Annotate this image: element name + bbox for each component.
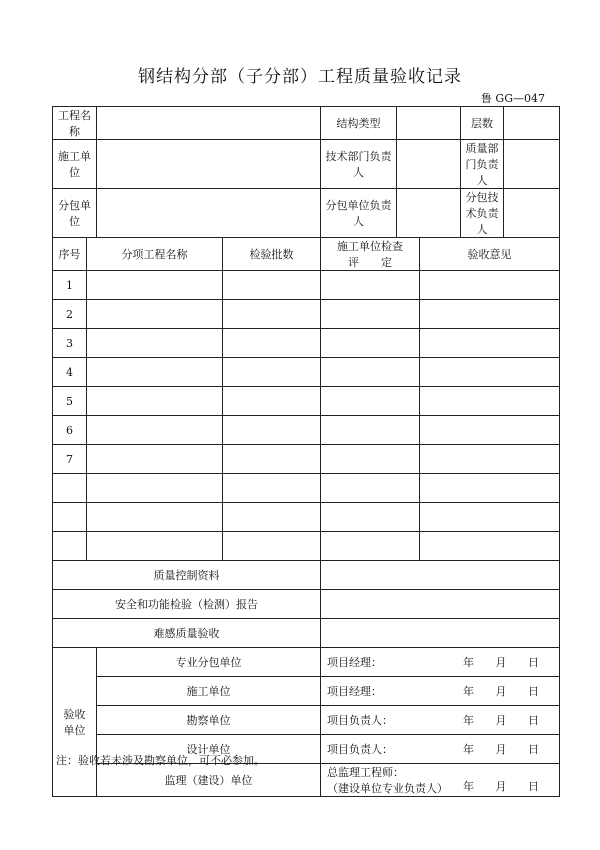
structure-type-field[interactable]	[397, 107, 461, 140]
table-row	[53, 271, 560, 300]
table-row	[53, 474, 560, 503]
inspection-cell[interactable]	[321, 416, 420, 445]
table-row	[53, 300, 560, 329]
supervision-sign-cell[interactable]	[321, 764, 560, 797]
seq-cell: 3	[53, 329, 87, 358]
batch-count-cell[interactable]	[223, 503, 321, 532]
acceptance-opinion-header: 验收意见	[420, 238, 560, 271]
seq-cell: 2	[53, 300, 87, 329]
inspection-cell[interactable]	[321, 474, 420, 503]
batch-count-header: 检验批数	[223, 238, 321, 271]
subcontract-tech-head-field[interactable]	[504, 189, 560, 238]
batch-count-cell[interactable]	[223, 329, 321, 358]
seq-cell	[53, 474, 87, 503]
batch-count-cell[interactable]	[223, 387, 321, 416]
tech-dept-head-field[interactable]	[397, 140, 461, 189]
inspection-cell[interactable]	[321, 271, 420, 300]
appearance-field[interactable]	[321, 619, 560, 648]
tech-dept-head-label: 技术部门负责人	[321, 140, 397, 189]
table-row	[53, 358, 560, 387]
inspection-header	[321, 238, 420, 271]
construction-unit-field[interactable]	[97, 140, 321, 189]
seq-header: 序号	[53, 238, 87, 271]
table-row	[53, 532, 560, 561]
acceptance-unit-name: 专业分包单位	[97, 648, 321, 677]
acceptance-sign-cell[interactable]	[321, 648, 560, 677]
sub-item-name-cell[interactable]	[87, 358, 223, 387]
supervision-signer-line2: （建设单位专业负责人）	[327, 782, 448, 795]
batch-count-cell[interactable]	[223, 532, 321, 561]
inspection-cell[interactable]	[321, 503, 420, 532]
opinion-cell[interactable]	[420, 445, 560, 474]
inspection-header-line1: 施工单位检查	[337, 240, 403, 253]
acceptance-unit-name: 施工单位	[97, 677, 321, 706]
sub-item-name-cell[interactable]	[87, 474, 223, 503]
opinion-cell[interactable]	[420, 387, 560, 416]
date-label: 年 月 日	[463, 743, 539, 756]
form-title: 钢结构分部（子分部）工程质量验收记录	[138, 67, 462, 87]
inspection-cell[interactable]	[321, 358, 420, 387]
signer-label: 项目经理：	[327, 685, 382, 698]
sub-item-name-cell[interactable]	[87, 300, 223, 329]
opinion-cell[interactable]	[420, 474, 560, 503]
inspection-cell[interactable]	[321, 300, 420, 329]
opinion-cell[interactable]	[420, 503, 560, 532]
quality-control-label: 质量控制资料	[53, 561, 321, 590]
sub-item-name-cell[interactable]	[87, 387, 223, 416]
safety-function-field[interactable]	[321, 590, 560, 619]
date-label: 年 月 日	[463, 656, 539, 669]
safety-function-label: 安全和功能检验（检测）报告	[53, 590, 321, 619]
acceptance-sign-cell[interactable]	[321, 677, 560, 706]
signer-label: 项目负责人：	[327, 743, 393, 756]
table-row	[53, 503, 560, 532]
seq-cell: 1	[53, 271, 87, 300]
table-row	[53, 416, 560, 445]
signer-label: 项目经理：	[327, 656, 382, 669]
batch-count-cell[interactable]	[223, 300, 321, 329]
subcontract-head-field[interactable]	[397, 189, 461, 238]
structure-type-label: 结构类型	[321, 107, 397, 140]
date-label: 年 月 日	[463, 714, 539, 727]
supervision-signer-line1: 总监理工程师：	[327, 766, 404, 779]
batch-count-cell[interactable]	[223, 416, 321, 445]
seq-cell	[53, 503, 87, 532]
subcontract-tech-head-label: 分包技术负责人	[461, 189, 504, 238]
subcontract-unit-field[interactable]	[97, 189, 321, 238]
opinion-cell[interactable]	[420, 329, 560, 358]
inspection-cell[interactable]	[321, 329, 420, 358]
batch-count-cell[interactable]	[223, 271, 321, 300]
acceptance-sign-cell[interactable]	[321, 735, 560, 764]
sub-item-name-header: 分项工程名称	[87, 238, 223, 271]
table-row	[53, 329, 560, 358]
quality-dept-head-field[interactable]	[504, 140, 560, 189]
floors-field[interactable]	[504, 107, 560, 140]
date-label: 年 月 日	[463, 779, 539, 793]
opinion-cell[interactable]	[420, 358, 560, 387]
sub-item-name-cell[interactable]	[87, 416, 223, 445]
supervision-unit-name: 监理（建设）单位	[97, 764, 321, 797]
acceptance-table	[52, 106, 560, 797]
opinion-cell[interactable]	[420, 271, 560, 300]
sub-item-name-cell[interactable]	[87, 503, 223, 532]
seq-cell: 7	[53, 445, 87, 474]
opinion-cell[interactable]	[420, 300, 560, 329]
subcontract-head-label: 分包单位负责人	[321, 189, 397, 238]
sub-item-name-cell[interactable]	[87, 271, 223, 300]
sub-item-name-cell[interactable]	[87, 445, 223, 474]
quality-dept-head-label: 质量部门负责人	[461, 140, 504, 189]
acceptance-unit-name: 设计单位	[97, 735, 321, 764]
seq-cell: 5	[53, 387, 87, 416]
form-code: 鲁 GG—047	[480, 92, 545, 105]
project-name-field[interactable]	[97, 107, 321, 140]
sub-item-name-cell[interactable]	[87, 532, 223, 561]
batch-count-cell[interactable]	[223, 358, 321, 387]
quality-control-field[interactable]	[321, 561, 560, 590]
opinion-cell[interactable]	[420, 532, 560, 561]
project-name-label: 工程名称	[53, 107, 97, 140]
seq-cell	[53, 532, 87, 561]
date-label: 年 月 日	[463, 685, 539, 698]
inspection-cell[interactable]	[321, 445, 420, 474]
inspection-cell[interactable]	[321, 532, 420, 561]
inspection-header-line2: 评 定	[348, 256, 392, 269]
table-row	[53, 445, 560, 474]
sub-item-name-cell[interactable]	[87, 329, 223, 358]
seq-cell: 6	[53, 416, 87, 445]
opinion-cell[interactable]	[420, 416, 560, 445]
floors-label: 层数	[461, 107, 504, 140]
subcontract-unit-label: 分包单位	[53, 189, 97, 238]
acceptance-group-label-line2: 单位	[63, 724, 86, 737]
batch-count-cell[interactable]	[223, 445, 321, 474]
construction-unit-label: 施工单位	[53, 140, 97, 189]
inspection-cell[interactable]	[321, 387, 420, 416]
appearance-label: 难感质量验收	[53, 619, 321, 648]
batch-count-cell[interactable]	[223, 474, 321, 503]
seq-cell: 4	[53, 358, 87, 387]
acceptance-sign-cell[interactable]	[321, 706, 560, 735]
table-row	[53, 387, 560, 416]
footnote: 注：验收若未涉及勘察单位，可不必参加。	[56, 754, 265, 767]
signer-label: 项目负责人：	[327, 714, 393, 727]
acceptance-group-label	[53, 648, 97, 797]
acceptance-unit-name: 勘察单位	[97, 706, 321, 735]
acceptance-group-label-line1: 验收	[63, 708, 86, 721]
